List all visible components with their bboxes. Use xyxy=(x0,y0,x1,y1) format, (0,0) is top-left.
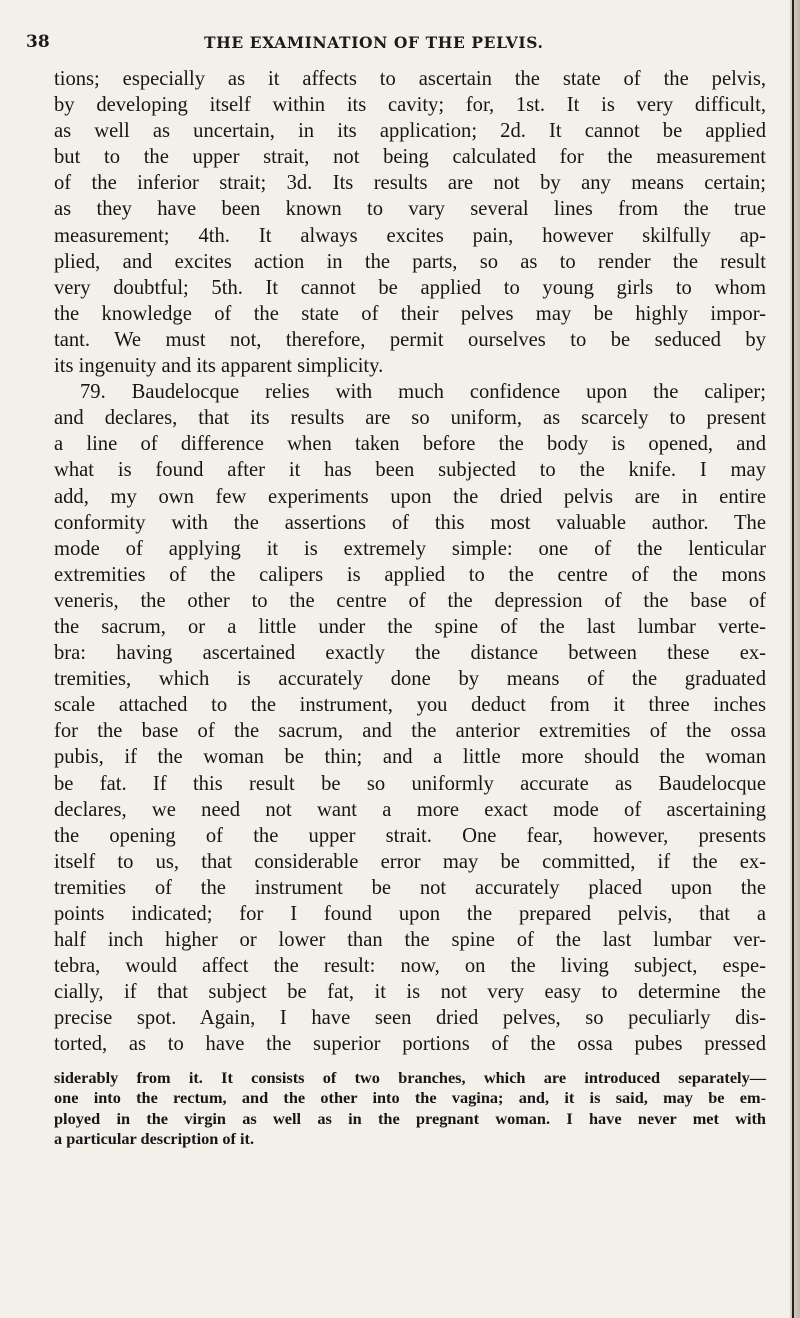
text-line: what is found after it has been subjected to the knife. I may xyxy=(54,459,766,482)
footnote-line: a particular description of it. xyxy=(54,1129,255,1149)
text-line: extremities of the calipers is applied to the centre of the mons xyxy=(54,563,766,586)
text-line: for the base of the sacrum, and the anterior extremities of the ossa xyxy=(54,720,766,743)
binding-line xyxy=(792,0,794,1318)
text-line: veneris, the other to the centre of the depression of the base of xyxy=(54,589,766,612)
text-line: itself to us, that considerable error may be committed, if the ex- xyxy=(54,850,766,873)
text-line: but to the upper strait, not being calculated for the measurement xyxy=(54,146,766,169)
text-line: cially, if that subject be fat, it is not very easy to determine the xyxy=(54,981,766,1004)
text-line: very doubtful; 5th. It cannot be applied to young girls to whom xyxy=(54,276,766,299)
text-line: be fat. If this result be so uniformly accurate as Baudelocque xyxy=(54,772,766,795)
text-line: mode of applying it is extremely simple: one of the lenticular xyxy=(54,537,766,560)
body-text xyxy=(54,66,766,1150)
footnote-line: one into the rectum, and the other into the vagina; and, it is said, may be em- xyxy=(54,1088,766,1108)
text-line: precise spot. Again, I have seen dried pelves, so peculiarly dis- xyxy=(54,1007,766,1030)
page-header xyxy=(26,32,786,58)
main-paragraphs xyxy=(54,66,766,1058)
text-line: by developing itself within its cavity; for, 1st. It is very difficult, xyxy=(54,94,766,117)
text-line: measurement; 4th. It always excites pain, however skilfully ap- xyxy=(54,224,766,247)
text-line: as they have been known to vary several lines from the true xyxy=(54,198,766,221)
text-line: 79. Baudelocque relies with much confidence upon the caliper; xyxy=(80,381,766,404)
text-line: a line of difference when taken before the body is opened, and xyxy=(54,433,766,456)
page-number: 38 xyxy=(26,32,50,52)
text-line: conformity with the assertions of this most valuable author. The xyxy=(54,511,766,534)
text-line: declares, we need not want a more exact mode of ascertaining xyxy=(54,798,766,821)
footnote xyxy=(54,1068,766,1150)
text-line: the opening of the upper strait. One fear, however, presents xyxy=(54,824,766,847)
text-line: the knowledge of the state of their pelves may be highly impor- xyxy=(54,302,766,325)
running-title: THE EXAMINATION OF THE PELVIS. xyxy=(204,33,544,52)
text-line: tremities, which is accurately done by means of the graduated xyxy=(54,668,766,691)
text-line: tant. We must not, therefore, permit ourselves to be seduced by xyxy=(54,328,766,351)
text-line: the sacrum, or a little under the spine of the last lumbar verte- xyxy=(54,615,766,638)
text-line: add, my own few experiments upon the dried pelvis are in entire xyxy=(54,485,766,508)
text-line: pubis, if the woman be thin; and a little more should the woman xyxy=(54,746,766,769)
text-line: and declares, that its results are so uniform, as scarcely to present xyxy=(54,407,766,430)
text-line: tebra, would affect the result: now, on the living subject, espe- xyxy=(54,955,766,978)
text-line: tremities of the instrument be not accurately placed upon the xyxy=(54,876,766,899)
text-line: scale attached to the instrument, you deduct from it three inches xyxy=(54,694,766,717)
text-line: its ingenuity and its apparent simplicity. xyxy=(54,355,384,378)
text-line: bra: having ascertained exactly the distance between these ex- xyxy=(54,642,766,665)
text-line: half inch higher or lower than the spine of the last lumbar ver- xyxy=(54,929,766,952)
text-line: points indicated; for I found upon the prepared pelvis, that a xyxy=(54,903,766,925)
text-line: of the inferior strait; 3d. Its results are not by any means certain; xyxy=(54,172,766,195)
text-line: torted, as to have the superior portions of the ossa pubes pressed xyxy=(54,1033,766,1056)
footnote-line: ployed in the virgin as well as in the pregnant woman. I have never met with xyxy=(54,1108,766,1128)
footnote-line: siderably from it. It consists of two branches, which are introduced separately— xyxy=(54,1067,766,1087)
text-line: as well as uncertain, in its application; 2d. It cannot be applied xyxy=(54,120,766,143)
text-line: plied, and excites action in the parts, so as to render the result xyxy=(54,250,766,273)
text-line: tions; especially as it affects to ascertain the state of the pelvis, xyxy=(54,68,766,90)
